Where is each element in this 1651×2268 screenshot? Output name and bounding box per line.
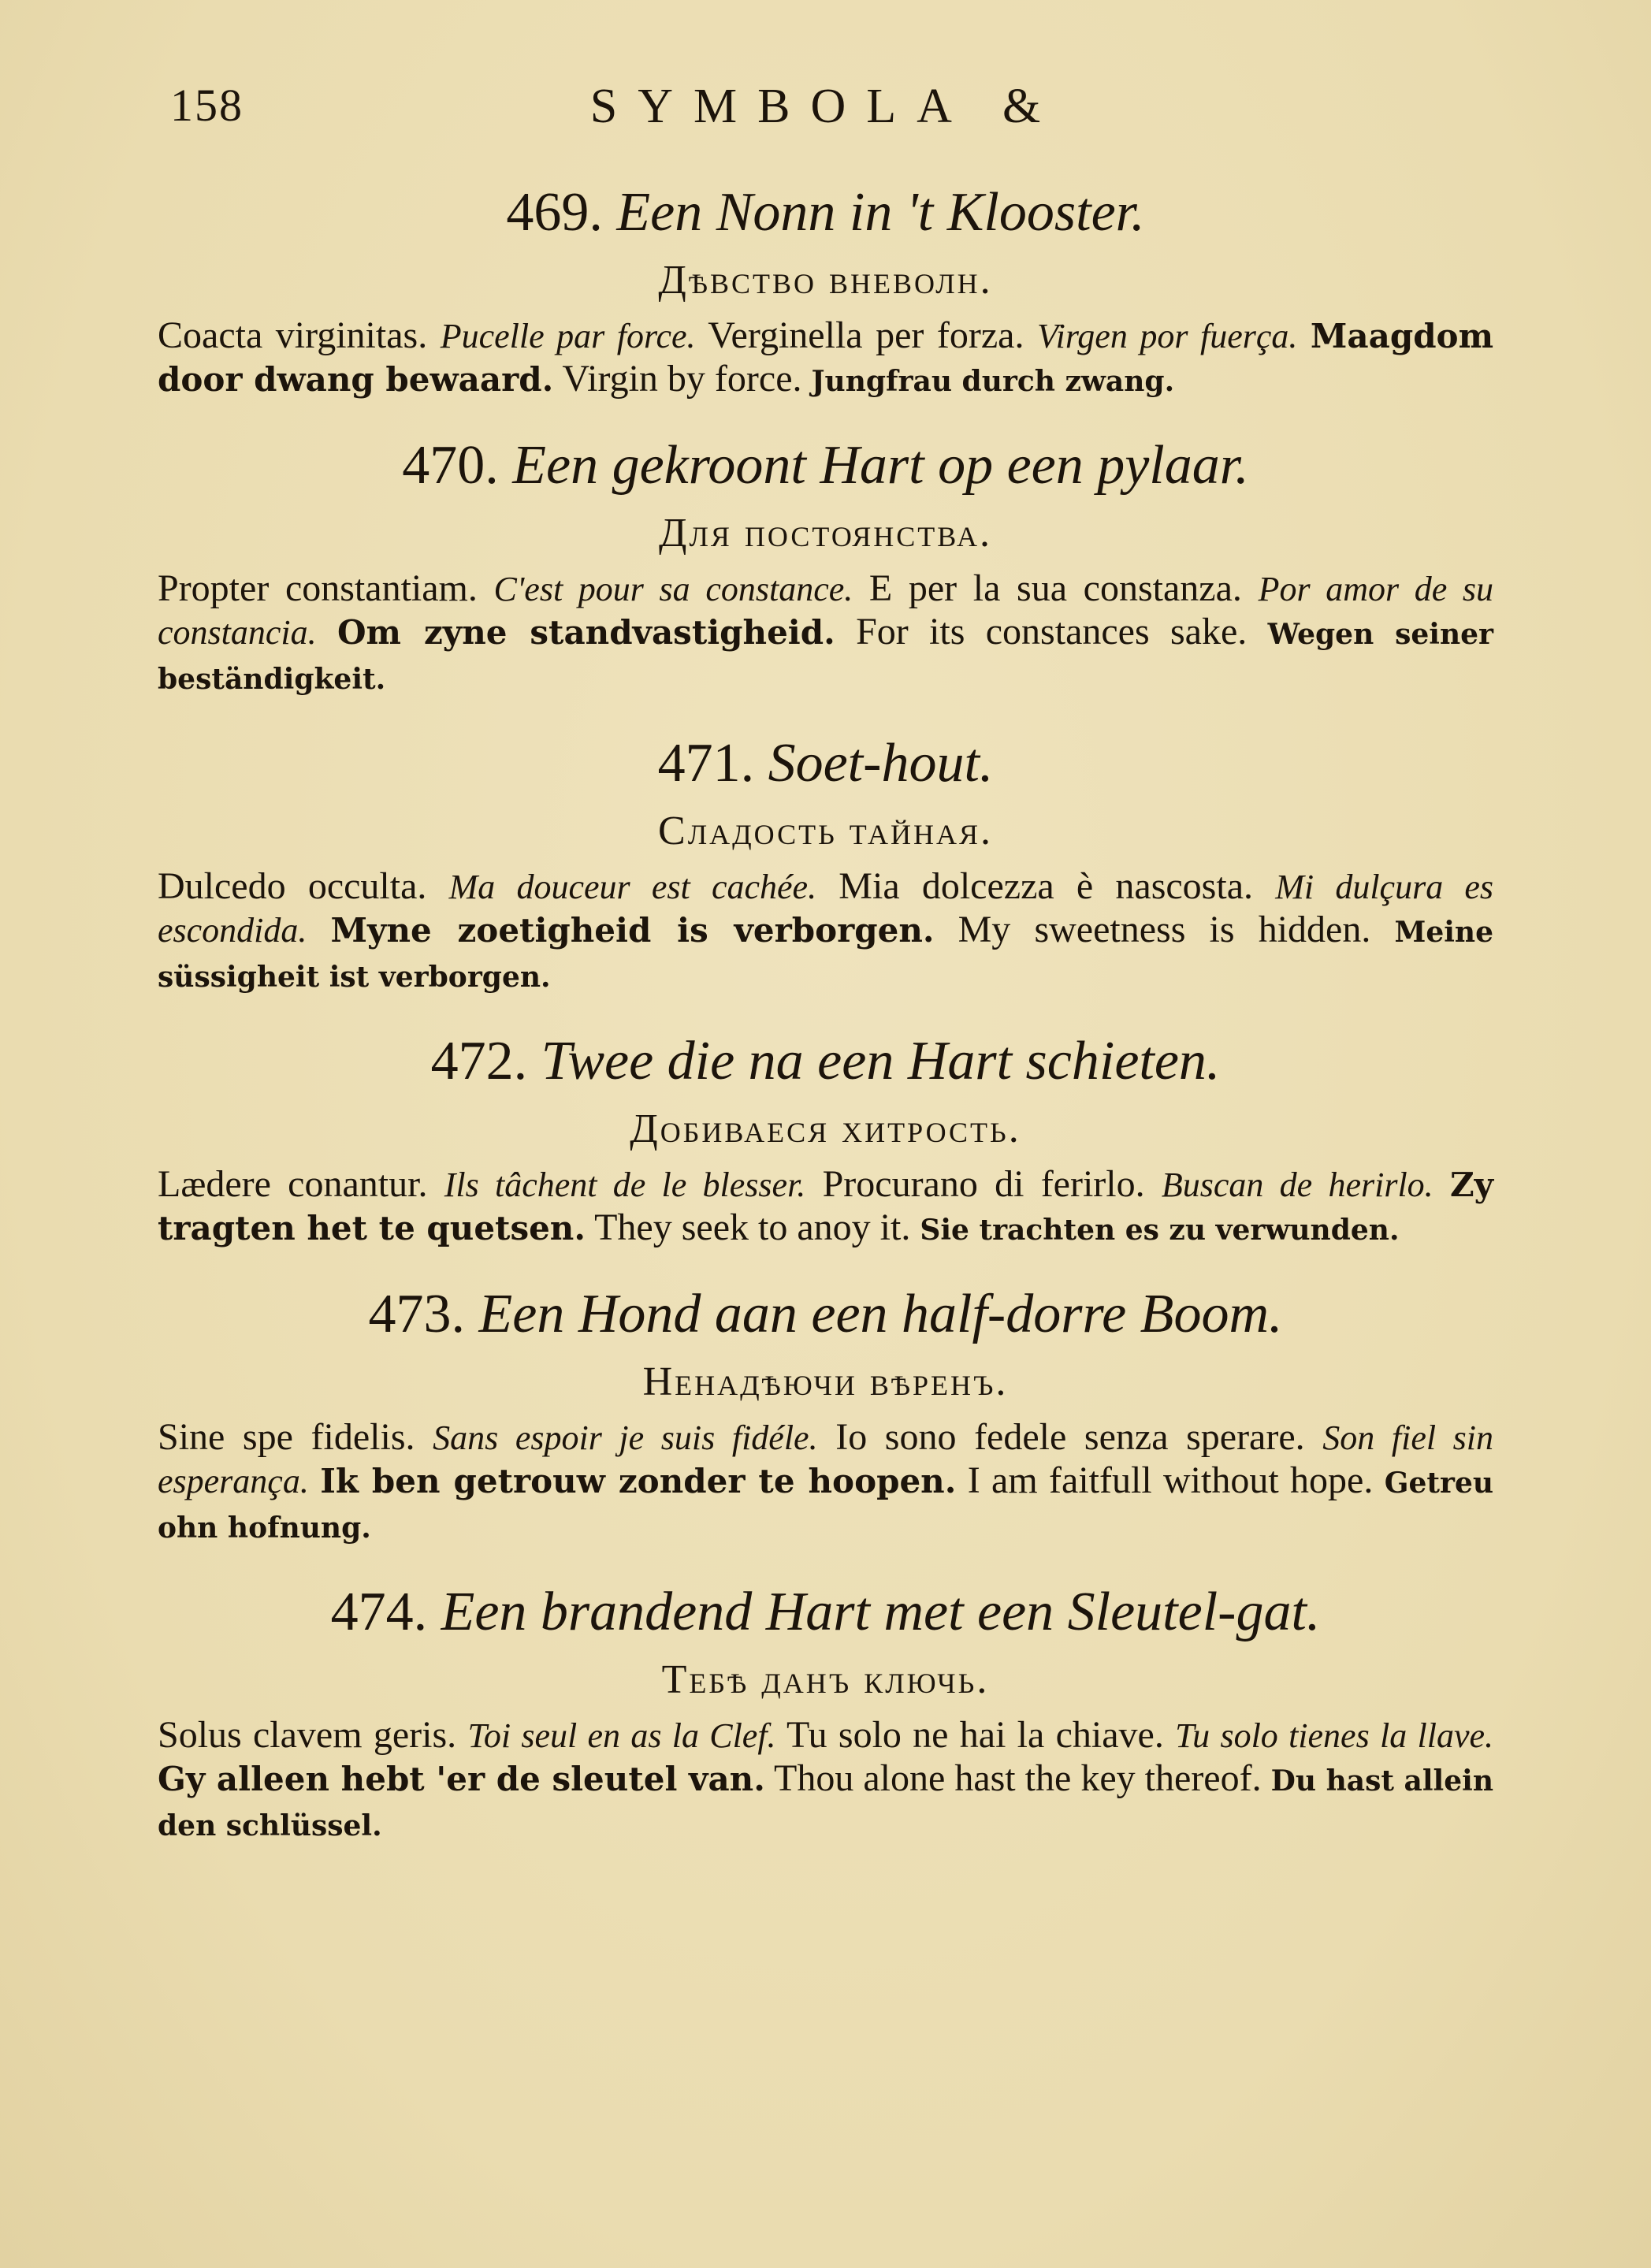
english-motto: I am faitfull without hope. [967,1459,1374,1501]
entry [158,732,1493,998]
latin-motto: Lædere conantur. [158,1163,428,1205]
translations [158,314,1493,403]
slavonic-motto: Тебѣ данъ ключь. [661,1657,990,1702]
french-motto: Toi seul en as la Clef. [467,1716,776,1755]
german-motto: Sie trachten es zu verwunden. [920,1214,1400,1247]
english-motto: My sweetness is hidden. [958,909,1371,950]
german-motto: Du hast allein den schlüssel. [158,1764,1493,1842]
entry [158,434,1493,701]
entry-number: 473. [368,1284,465,1344]
translations [158,1416,1493,1549]
entry-title [158,181,1493,244]
italian-motto: Io sono fedele senza sperare. [835,1416,1305,1458]
english-motto: Virgin by force. [562,358,802,400]
french-motto: Sans espoir je suis fidéle. [433,1418,818,1457]
entries-list [158,181,1493,1847]
german-motto: Jungfrau durch zwang. [811,365,1175,398]
slavonic-motto: Сладость тайная. [658,809,993,853]
translations [158,567,1493,701]
latin-motto: Propter constantiam. [158,567,478,609]
german-motto: Getreu ohn hofnung. [158,1467,1494,1545]
entry-number: 474. [330,1582,428,1642]
entry-number: 470. [402,435,499,496]
dutch-motto: Zy tragten het te quetsen. [158,1166,1494,1247]
entry-heading: Een gekroont Hart op een pylaar. [512,435,1249,496]
running-head [158,79,1493,150]
entry-title [158,1581,1493,1644]
entry-number: 469. [506,182,603,243]
italian-motto: E per la sua constanza. [868,567,1242,609]
dutch-motto: Om zyne standvastigheid. [337,613,835,652]
page-number: 158 [170,80,244,131]
english-motto: They seek to anoy it. [594,1207,911,1248]
translations [158,1714,1493,1847]
entry-number: 472. [430,1031,528,1091]
entry-heading: Een Hond aan een half-dorre Boom. [478,1284,1283,1344]
french-motto: Ma douceur est cachée. [448,868,817,906]
entry [158,1030,1493,1251]
dutch-motto: Ik ben getrouw zonder te hoopen. [320,1462,957,1500]
slavonic-motto: Ненадѣючи вѣренъ. [642,1359,1009,1404]
dutch-motto: Gy alleen hebt 'er de sleutel van. [158,1760,765,1798]
spanish-motto: Por amor de su constancia. [158,570,1494,652]
slavonic-motto: Для постоянства. [658,511,993,556]
running-title: SYMBOLA & [589,80,1062,133]
entry-title [158,434,1493,497]
italian-motto: Mia dolcezza è nascosta. [839,865,1254,907]
translations [158,865,1493,998]
dutch-motto: Maagdom door dwang bewaard. [158,317,1494,399]
entry-heading: Twee die na een Hart schieten. [541,1031,1221,1091]
entry-title [158,1283,1493,1346]
entry [158,1283,1493,1549]
entry-title [158,1030,1493,1093]
french-motto: Pucelle par force. [440,317,696,355]
dutch-motto: Myne zoetigheid is verborgen. [330,911,935,950]
entry-heading: Een brandend Hart met een Sleutel-gat. [441,1582,1321,1642]
entry [158,1581,1493,1847]
english-motto: Thou alone hast the key thereof. [774,1757,1262,1799]
latin-motto: Solus clavem geris. [158,1714,457,1756]
latin-motto: Sine spe fidelis. [158,1416,415,1458]
spanish-motto: Mi dulçura es escondida. [158,868,1494,950]
latin-motto: Dulcedo occulta. [158,865,427,907]
german-motto: Wegen seiner beständigkeit. [158,618,1494,696]
italian-motto: Verginella per forza. [708,314,1024,356]
french-motto: C'est pour sa constance. [493,570,853,608]
entry-heading: Een Nonn in 't Klooster. [616,182,1145,243]
slavonic-motto: Дѣвство вневолн. [658,258,993,303]
slavonic-motto: Добиваеся хитрость. [630,1106,1021,1151]
english-motto: For its constances sake. [856,611,1248,653]
french-motto: Ils tâchent de le blesser. [444,1166,806,1204]
latin-motto: Coacta virginitas. [158,314,428,356]
spanish-motto: Tu solo tienes la llave. [1175,1716,1493,1755]
spanish-motto: Buscan de herirlo. [1161,1166,1433,1204]
entry-title [158,732,1493,795]
entry [158,181,1493,403]
german-motto: Meine süssigheit ist verborgen. [158,916,1493,994]
spanish-motto: Son fiel sin esperança. [158,1418,1494,1500]
spanish-motto: Virgen por fuerça. [1036,317,1298,355]
entry-number: 471. [657,733,755,794]
entry-heading: Soet-hout. [768,733,994,794]
italian-motto: Tu solo ne hai la chiave. [786,1714,1164,1756]
translations [158,1163,1493,1251]
italian-motto: Procurano di ferirlo. [822,1163,1145,1205]
